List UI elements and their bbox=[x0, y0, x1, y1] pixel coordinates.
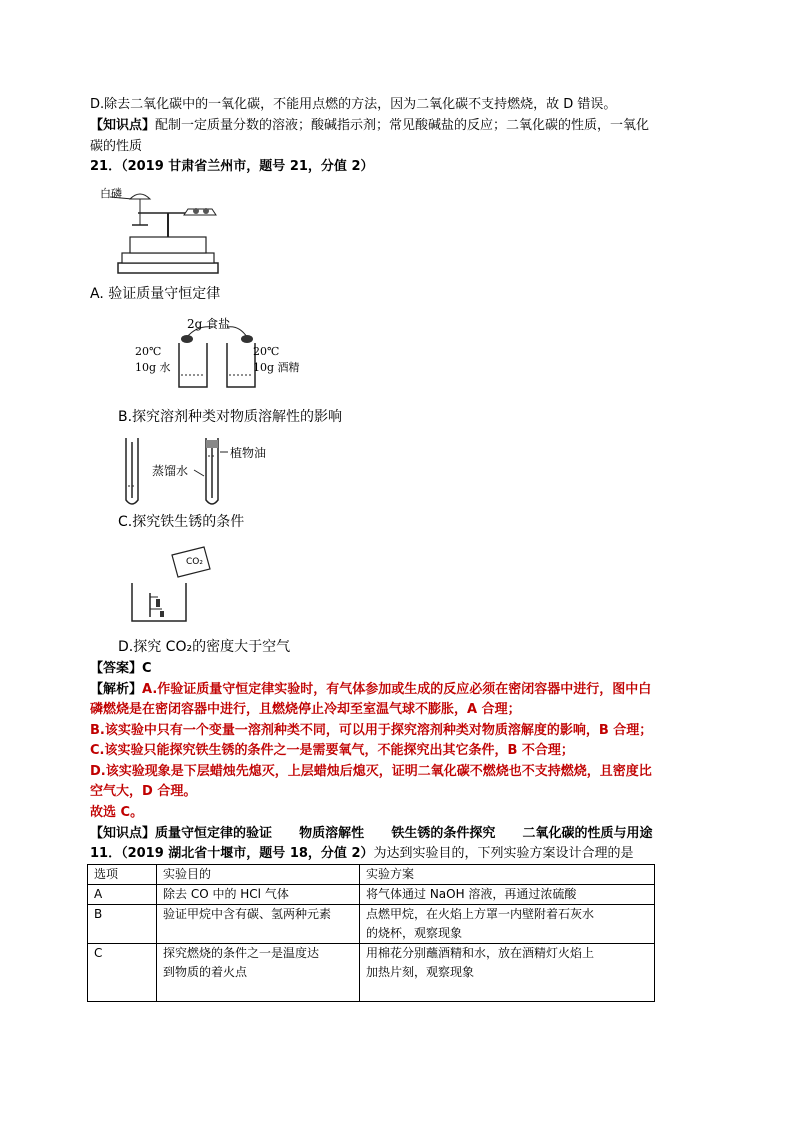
analysis-line-5: D.该实验现象是下层蜡烛先熄灭，上层蜡烛后熄灭，证明二氧化碳不燃烧也不支持燃烧，且密度比 bbox=[90, 764, 652, 779]
prev-knowledge-points bbox=[90, 116, 649, 136]
analysis-line-4: C.该实验只能探究铁生锈的条件之一是需要氧气，不能探究出其它条件，B 不合理； bbox=[90, 743, 574, 758]
salt-label: 2g 食盐 bbox=[187, 317, 231, 331]
table-row bbox=[88, 944, 655, 1002]
knowledge-text: 配制一定质量分数的溶液；酸碱指示剂；常见酸碱盐的反应；二氧化碳的性质，一氧化 bbox=[155, 118, 650, 133]
q21-knowledge-points bbox=[90, 824, 652, 844]
question-21-header: 21．（2019 甘肃省兰州市，题号 21，分值 2） bbox=[90, 159, 374, 174]
vegetable-oil-label: 植物油 bbox=[230, 446, 267, 460]
table-cell: 用棉花分别蘸酒精和水，放在酒精灯火焰上 加热片刻，观察现象 bbox=[360, 944, 655, 1002]
co2-figure bbox=[128, 545, 228, 625]
beakers-drawing bbox=[135, 315, 335, 395]
left-temp-label: 20℃ bbox=[135, 345, 162, 358]
table-cell: A bbox=[88, 885, 157, 905]
co2-drawing bbox=[128, 545, 228, 625]
analysis-line-2: 磷燃烧是在密闭容器中进行，且燃烧停止冷却至室温气球不膨胀，A 合理； bbox=[90, 702, 521, 717]
option-b: B.探究溶剂种类对物质溶解性的影响 bbox=[118, 409, 343, 425]
beakers-figure bbox=[135, 315, 335, 395]
option-a: A. 验证质量守恒定律 bbox=[90, 286, 221, 302]
white-phosphorus-label: 白磷 bbox=[100, 187, 122, 200]
analysis-tag: 【解析】 bbox=[90, 682, 143, 697]
table-cell: 点燃甲烷，在火焰上方罩一内壁附着石灰水 的烧杯，观察现象 bbox=[360, 905, 655, 944]
table-cell: 验证甲烷中含有碳、氢两种元素 bbox=[157, 905, 360, 944]
answer-tag: 【答案】 bbox=[90, 661, 143, 676]
table-header-row bbox=[88, 865, 655, 885]
distilled-water-label: 蒸馏水 bbox=[152, 464, 189, 478]
right-temp-label: 20℃ bbox=[253, 345, 280, 358]
knowledge-tag: 【知识点】 bbox=[90, 118, 156, 133]
answer bbox=[90, 659, 152, 679]
analysis-text-a: A.作验证质量守恒定律实验时，有气体参加或生成的反应必须在密闭容器中进行，图中白 bbox=[142, 682, 652, 697]
co2-bottle-label: CO₂ bbox=[186, 557, 203, 567]
prev-knowledge-points-cont: 碳的性质 bbox=[90, 139, 143, 154]
option-d: D.探究 CO₂的密度大于空气 bbox=[118, 639, 291, 655]
knowledge-text: 质量守恒定律的验证 物质溶解性 铁生锈的条件探究 二氧化碳的性质与用途 bbox=[155, 826, 653, 841]
right-alcohol-label: 10g 酒精 bbox=[253, 361, 300, 374]
table-cell: B bbox=[88, 905, 157, 944]
option-c: C.探究铁生锈的条件 bbox=[118, 514, 245, 530]
question-11-header bbox=[90, 844, 634, 864]
analysis-line-3: B.该实验中只有一个变量一溶剂种类不同，可以用于探究溶剂种类对物质溶解度的影响，B 合理； bbox=[90, 723, 653, 738]
table-cell: 将气体通过 NaOH 溶液，再通过浓硫酸 bbox=[360, 885, 655, 905]
question-11-source: 11．（2019 湖北省十堰市，题号 18，分值 2） bbox=[90, 846, 374, 861]
question-11-stem: 为达到实验目的，下列实验方案设计合理的是 bbox=[373, 846, 634, 861]
table-cell: 探究燃烧的条件之一是温度达 到物质的着火点 bbox=[157, 944, 360, 1002]
prev-option-d-explanation: D.除去二氧化碳中的一氧化碳，不能用点燃的方法，因为二氧化碳不支持燃烧，故 D 错误。 bbox=[90, 97, 617, 112]
conclusion: 故选 C。 bbox=[90, 805, 144, 820]
knowledge-tag: 【知识点】 bbox=[90, 826, 156, 841]
left-water-label: 10g 水 bbox=[135, 361, 171, 374]
analysis-line-6: 空气大，D 合理。 bbox=[90, 784, 197, 799]
table-cell: 除去 CO 中的 HCl 气体 bbox=[157, 885, 360, 905]
options-table bbox=[87, 864, 655, 1002]
test-tubes-figure bbox=[118, 432, 288, 512]
table-cell: C bbox=[88, 944, 157, 1002]
balance-figure bbox=[100, 185, 240, 285]
table-header-cell: 实验方案 bbox=[360, 865, 655, 885]
table-row bbox=[88, 885, 655, 905]
table-row bbox=[88, 905, 655, 944]
table-header-cell: 实验目的 bbox=[157, 865, 360, 885]
analysis-line-1 bbox=[90, 680, 651, 700]
answer-value: C bbox=[142, 661, 152, 676]
table-header-cell: 选项 bbox=[88, 865, 157, 885]
